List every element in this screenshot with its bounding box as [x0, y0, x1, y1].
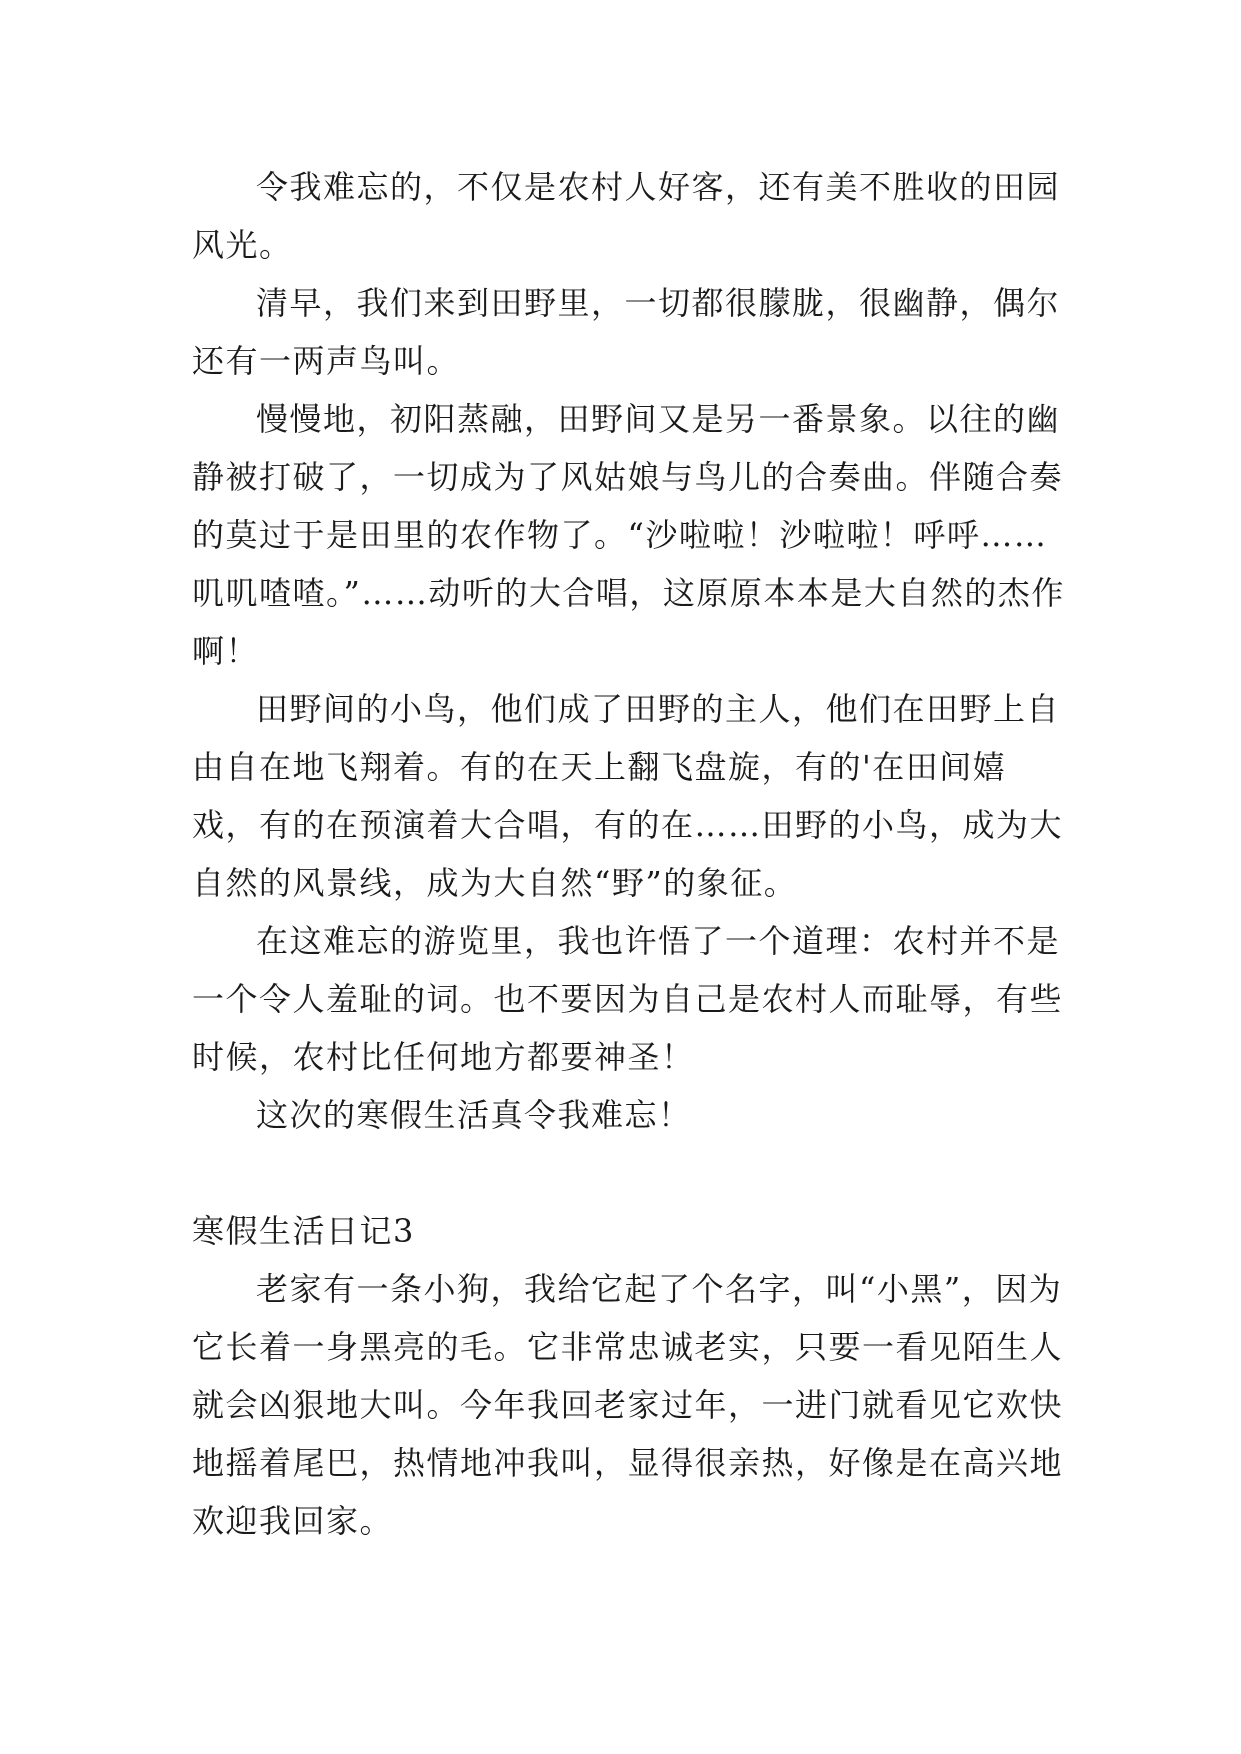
document-body	[192, 158, 1072, 1550]
paragraph-lesson-learned: 在这难忘的游览里，我也许悟了一个道理：农村并不是一个令人羞耻的词。也不要因为自己是农村人而耻辱，有些时候，农村比任何地方都要神圣！	[192, 922, 1064, 1076]
paragraph-unforgettable: 这次的寒假生活真令我难忘！	[256, 1096, 692, 1134]
paragraph-early-morning: 清早，我们来到田野里，一切都很朦胧，很幽静，偶尔还有一两声鸟叫。	[192, 284, 1061, 380]
paragraph-little-black-dog: 老家有一条小狗，我给它起了个名字，叫“小黑”，因为它长着一身黑亮的毛。它非常忠诚老实，只要一看见陌生人就会凶狠地大叫。今年我回老家过年，一进门就看见它欢快地摇着尾巴，热情地冲我叫，显得很亲热，好像是在高兴地欢迎我回家。	[192, 1270, 1064, 1540]
paragraph-rural-hospitality: 令我难忘的，不仅是农村人好客，还有美不胜收的田园风光。	[192, 168, 1061, 264]
paragraph-sunrise-chorus: 慢慢地，初阳蒸融，田野间又是另一番景象。以往的幽静被打破了，一切成为了风姑娘与鸟儿的合奏曲。伴随合奏的莫过于是田里的农作物了。“沙啦啦！沙啦啦！呼呼……叽叽喳喳。”……动听的大合唱，这原原本本是大自然的杰作啊！	[192, 400, 1065, 670]
section-title: 寒假生活日记3	[192, 1212, 415, 1250]
paragraph-field-birds: 田野间的小鸟，他们成了田野的主人，他们在田野上自由自在地飞翔着。有的在天上翻飞盘旋，有的'在田间嬉戏，有的在预演着大合唱，有的在……田野的小鸟，成为大自然的风景线，成为大自然“野”的象征。	[192, 690, 1064, 902]
